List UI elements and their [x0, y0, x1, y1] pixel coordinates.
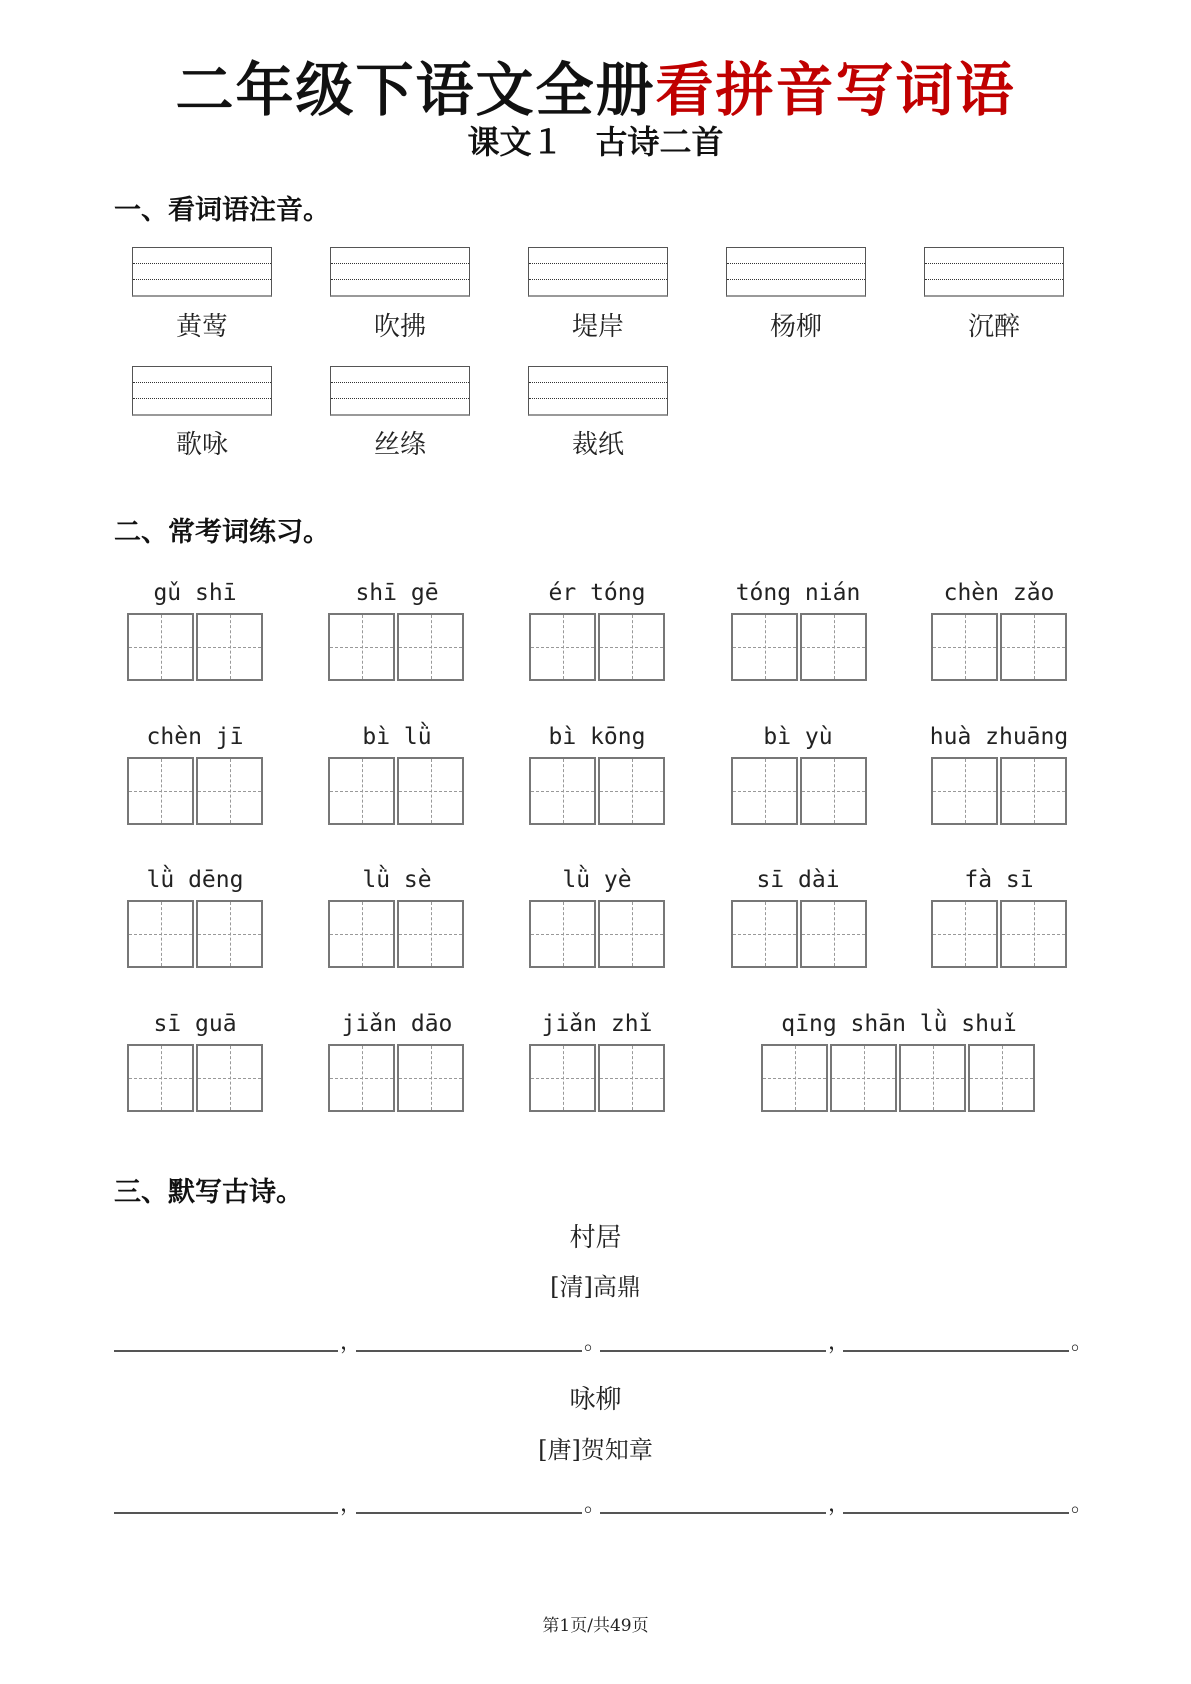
tian-grid-group [931, 613, 1067, 681]
title-red-part: 看拼音写词语 [655, 56, 1016, 124]
tian-grid-group [761, 1044, 1035, 1112]
pinyin-prompt: jiǎn dāo [341, 1011, 453, 1037]
tian-grid-cell[interactable] [830, 1044, 897, 1112]
tian-grid-cell[interactable] [196, 900, 263, 968]
tian-grid-cell[interactable] [127, 1044, 194, 1112]
poem-answer-line[interactable] [600, 1512, 826, 1514]
punctuation-period: 。 [584, 1330, 607, 1355]
word-label: 丝绦 [373, 430, 426, 460]
poem-title: 村居 [569, 1223, 622, 1253]
word-label: 吹拂 [373, 312, 426, 342]
section1-heading: 一、看词语注音。 [114, 195, 330, 226]
tian-grid-cell[interactable] [931, 900, 998, 968]
tian-grid-group [328, 1044, 464, 1112]
tian-grid-cell[interactable] [761, 1044, 828, 1112]
tian-grid-cell[interactable] [899, 1044, 966, 1112]
pinyin-prompt: chèn jī [146, 724, 244, 750]
section2-heading: 二、常考词练习。 [114, 517, 330, 548]
tian-grid-cell[interactable] [1000, 900, 1067, 968]
pinyin-prompt: tóng nián [735, 580, 861, 606]
tian-grid-group [529, 1044, 665, 1112]
tian-grid-group [127, 900, 263, 968]
tian-grid-group [731, 900, 867, 968]
tian-grid-group [731, 613, 867, 681]
tian-grid-cell[interactable] [328, 757, 395, 825]
punctuation-period: 。 [1071, 1492, 1094, 1517]
tian-grid-cell[interactable] [598, 613, 665, 681]
tian-grid-cell[interactable] [931, 613, 998, 681]
punctuation-comma: ， [828, 1330, 851, 1355]
section3-heading: 三、默写古诗。 [114, 1177, 303, 1208]
tian-grid-cell[interactable] [196, 1044, 263, 1112]
poem-title: 咏柳 [569, 1385, 622, 1415]
pinyin-prompt: ér tóng [548, 580, 646, 606]
tian-grid-cell[interactable] [598, 1044, 665, 1112]
poem-answer-line[interactable] [356, 1350, 582, 1352]
tian-grid-cell[interactable] [127, 757, 194, 825]
tian-grid-cell[interactable] [196, 613, 263, 681]
punctuation-period: 。 [1071, 1330, 1094, 1355]
word-label: 歌咏 [175, 430, 228, 460]
punctuation-comma: ， [340, 1492, 363, 1517]
lesson-subtitle: 课文１ 古诗二首 [467, 123, 724, 161]
tian-grid-cell[interactable] [328, 613, 395, 681]
title-black-part: 二年级下语文全册 [175, 56, 656, 124]
pinyin-prompt: lǜ dēng [146, 867, 244, 893]
tian-grid-cell[interactable] [397, 900, 464, 968]
pinyin-prompt: qīng shān lǜ shuǐ [781, 1011, 1017, 1037]
poem-answer-line[interactable] [843, 1350, 1069, 1352]
poem-author: [唐]贺知章 [538, 1436, 653, 1464]
tian-grid-cell[interactable] [196, 757, 263, 825]
word-label: 堤岸 [571, 312, 624, 342]
punctuation-comma: ， [828, 1492, 851, 1517]
pinyin-prompt: sī dài [756, 867, 840, 893]
tian-grid-cell[interactable] [731, 900, 798, 968]
punctuation-period: 。 [584, 1492, 607, 1517]
tian-grid-cell[interactable] [397, 757, 464, 825]
pinyin-answer-box[interactable] [726, 247, 866, 297]
tian-grid-cell[interactable] [598, 900, 665, 968]
tian-grid-cell[interactable] [800, 900, 867, 968]
tian-grid-cell[interactable] [529, 900, 596, 968]
tian-grid-cell[interactable] [127, 900, 194, 968]
tian-grid-cell[interactable] [931, 757, 998, 825]
tian-grid-cell[interactable] [529, 613, 596, 681]
tian-grid-cell[interactable] [529, 757, 596, 825]
pinyin-prompt: shī gē [355, 580, 439, 606]
pinyin-prompt: fà sī [964, 867, 1034, 893]
pinyin-prompt: jiǎn zhǐ [541, 1011, 653, 1037]
poem-answer-line[interactable] [114, 1512, 338, 1514]
poem-answer-line[interactable] [114, 1350, 338, 1352]
tian-grid-cell[interactable] [800, 613, 867, 681]
tian-grid-group [127, 1044, 263, 1112]
page-indicator: 第1页/共49页 [542, 1616, 649, 1636]
word-label: 沉醉 [967, 312, 1020, 342]
pinyin-prompt: gǔ shī [153, 580, 237, 606]
pinyin-prompt: bì kōng [548, 724, 646, 750]
poem-answer-line[interactable] [600, 1350, 826, 1352]
pinyin-answer-box[interactable] [528, 247, 668, 297]
tian-grid-group [127, 757, 263, 825]
tian-grid-group [731, 757, 867, 825]
pinyin-prompt: sī guā [153, 1011, 237, 1037]
tian-grid-cell[interactable] [598, 757, 665, 825]
poem-author: [清]高鼎 [550, 1273, 641, 1301]
pinyin-answer-box[interactable] [528, 366, 668, 416]
tian-grid-cell[interactable] [800, 757, 867, 825]
pinyin-answer-box[interactable] [132, 247, 272, 297]
page-title [0, 56, 1191, 124]
tian-grid-cell[interactable] [1000, 757, 1067, 825]
tian-grid-group [529, 613, 665, 681]
pinyin-answer-box[interactable] [924, 247, 1064, 297]
poem-answer-line[interactable] [356, 1512, 582, 1514]
pinyin-prompt: huà zhuāng [929, 724, 1069, 750]
tian-grid-cell[interactable] [397, 613, 464, 681]
pinyin-prompt: bì lǜ [362, 724, 432, 750]
pinyin-prompt: lǜ sè [362, 867, 432, 893]
tian-grid-group [931, 900, 1067, 968]
pinyin-answer-box[interactable] [132, 366, 272, 416]
tian-grid-cell[interactable] [529, 1044, 596, 1112]
tian-grid-group [328, 757, 464, 825]
tian-grid-cell[interactable] [328, 1044, 395, 1112]
pinyin-prompt: lǜ yè [562, 867, 632, 893]
tian-grid-cell[interactable] [731, 613, 798, 681]
tian-grid-group [529, 757, 665, 825]
word-label: 裁纸 [571, 430, 624, 460]
pinyin-prompt: bì yù [763, 724, 833, 750]
tian-grid-group [127, 613, 263, 681]
tian-grid-cell[interactable] [397, 1044, 464, 1112]
word-label: 杨柳 [769, 312, 822, 342]
tian-grid-cell[interactable] [968, 1044, 1035, 1112]
tian-grid-group [328, 900, 464, 968]
tian-grid-cell[interactable] [731, 757, 798, 825]
poem-answer-line[interactable] [843, 1512, 1069, 1514]
tian-grid-group [529, 900, 665, 968]
tian-grid-cell[interactable] [127, 613, 194, 681]
word-label: 黄莺 [175, 312, 228, 342]
pinyin-prompt: chèn zǎo [943, 580, 1055, 606]
tian-grid-cell[interactable] [328, 900, 395, 968]
tian-grid-cell[interactable] [1000, 613, 1067, 681]
tian-grid-group [328, 613, 464, 681]
pinyin-answer-box[interactable] [330, 247, 470, 297]
tian-grid-group [931, 757, 1067, 825]
pinyin-answer-box[interactable] [330, 366, 470, 416]
punctuation-comma: ， [340, 1330, 363, 1355]
